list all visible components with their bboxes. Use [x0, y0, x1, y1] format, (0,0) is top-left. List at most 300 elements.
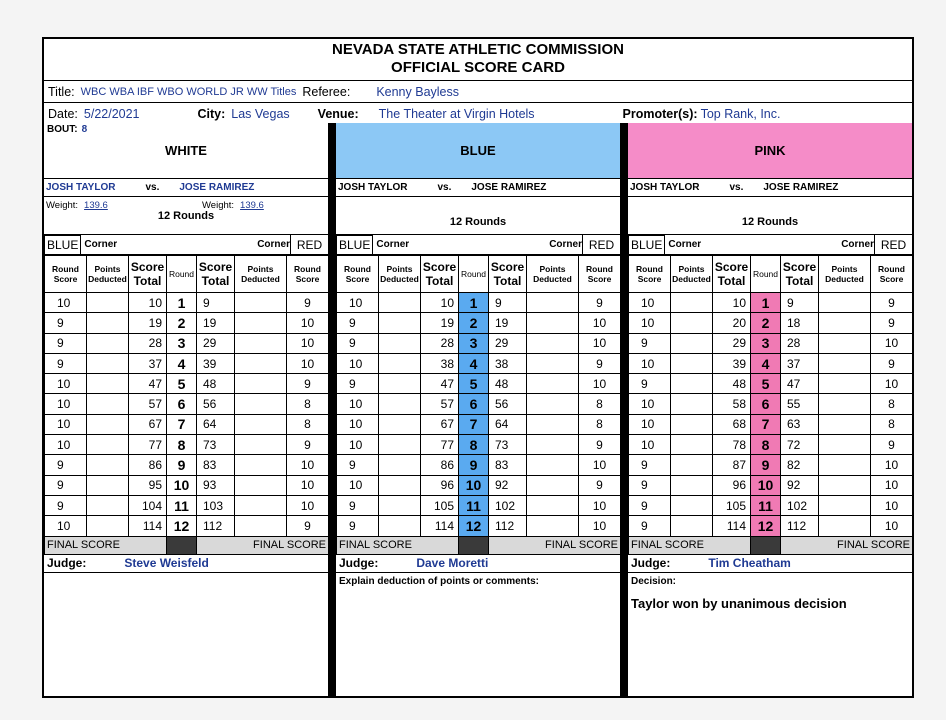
- panel-color-name: WHITE: [165, 143, 207, 158]
- score-cell: [379, 435, 421, 455]
- table-header: [45, 256, 329, 293]
- total-word: Total: [717, 274, 746, 288]
- score-cell: [87, 455, 129, 475]
- score-cell: [527, 353, 579, 373]
- score-cell: 29: [197, 333, 235, 353]
- table-row: [337, 475, 621, 495]
- city-label: City:: [197, 106, 226, 121]
- score-cell: 8: [579, 394, 621, 414]
- score-cell: 12: [167, 516, 197, 536]
- score-cell: 55: [781, 394, 819, 414]
- col-points-deducted-red: Points Deducted: [235, 256, 287, 293]
- table-row: [337, 333, 621, 353]
- table-row: [629, 394, 913, 414]
- total-word: Total: [785, 274, 814, 288]
- score-cell: 19: [421, 313, 459, 333]
- score-cell: 29: [713, 333, 751, 353]
- score-cell: [527, 333, 579, 353]
- final-score-spacer: [459, 536, 489, 554]
- table-row: [629, 414, 913, 434]
- weight-label: Weight:: [46, 200, 79, 211]
- total-word: Total: [133, 274, 162, 288]
- score-cell: [819, 394, 871, 414]
- score-cell: 67: [129, 414, 167, 434]
- score-cell: 10: [45, 394, 87, 414]
- score-cell: 73: [489, 435, 527, 455]
- score-cell: 9: [629, 495, 671, 515]
- score-cell: 103: [197, 495, 235, 515]
- score-cell: [671, 455, 713, 475]
- score-cell: 2: [167, 313, 197, 333]
- score-cell: 86: [129, 455, 167, 475]
- table-row: [45, 414, 329, 434]
- score-cell: 5: [459, 374, 489, 394]
- score-cell: 64: [489, 414, 527, 434]
- col-points-deducted: Points Deducted: [87, 256, 129, 293]
- table-row: [337, 414, 621, 434]
- bout-label-text: BOUT:: [47, 124, 78, 135]
- score-cell: 10: [629, 353, 671, 373]
- score-cell: [235, 495, 287, 515]
- promoter-value: Top Rank, Inc.: [700, 106, 781, 121]
- blue-corner-label: BLUE: [44, 235, 81, 255]
- score-cell: 1: [167, 293, 197, 313]
- score-cell: 10: [45, 516, 87, 536]
- judge-panel-2: [336, 123, 620, 696]
- score-cell: 9: [629, 475, 671, 495]
- table-row: [629, 353, 913, 373]
- score-cell: [527, 495, 579, 515]
- score-cell: 10: [421, 293, 459, 313]
- score-cell: 12: [751, 516, 781, 536]
- table-row: [45, 475, 329, 495]
- score-cell: [235, 293, 287, 313]
- rounds-label: 12 Rounds: [157, 210, 215, 222]
- score-cell: 1: [459, 293, 489, 313]
- score-cell: 10: [871, 455, 913, 475]
- score-cell: 77: [129, 435, 167, 455]
- score-cell: 38: [421, 353, 459, 373]
- score-cell: [87, 333, 129, 353]
- score-cell: 9: [337, 374, 379, 394]
- weight-label: Weight:: [202, 200, 235, 211]
- score-cell: 9: [871, 293, 913, 313]
- table-row: [337, 293, 621, 313]
- score-cell: [87, 475, 129, 495]
- score-cell: 10: [871, 516, 913, 536]
- table-row: [45, 333, 329, 353]
- judge-panels: [44, 123, 912, 696]
- table-row: [629, 455, 913, 475]
- judge-name: Dave Moretti: [416, 556, 489, 571]
- score-cell: 102: [489, 495, 527, 515]
- score-cell: 57: [421, 394, 459, 414]
- rounds-label: 12 Rounds: [449, 216, 507, 228]
- score-cell: [235, 455, 287, 475]
- score-cell: [379, 455, 421, 475]
- score-cell: [379, 313, 421, 333]
- score-cell: 39: [713, 353, 751, 373]
- score-cell: 56: [197, 394, 235, 414]
- col-round-score: Round Score: [629, 256, 671, 293]
- score-cell: [819, 455, 871, 475]
- score-cell: 1: [751, 293, 781, 313]
- score-cell: [819, 414, 871, 434]
- score-cell: 9: [45, 353, 87, 373]
- score-cell: 8: [579, 414, 621, 434]
- score-cell: 10: [579, 333, 621, 353]
- score-cell: [379, 374, 421, 394]
- score-cell: 19: [197, 313, 235, 333]
- score-cell: 9: [579, 475, 621, 495]
- score-cell: 5: [167, 374, 197, 394]
- score-cell: 96: [713, 475, 751, 495]
- score-cell: 114: [129, 516, 167, 536]
- score-cell: 83: [489, 455, 527, 475]
- score-cell: 47: [781, 374, 819, 394]
- fighter-blue: JOSH TAYLOR: [46, 182, 116, 193]
- vs-label: vs.: [729, 182, 744, 193]
- score-cell: [235, 313, 287, 333]
- red-corner-label: RED: [874, 235, 912, 255]
- score-cell: 11: [751, 495, 781, 515]
- score-cell: 9: [751, 455, 781, 475]
- score-cell: 105: [713, 495, 751, 515]
- score-cell: [819, 435, 871, 455]
- table-header: [629, 256, 913, 293]
- score-table: [44, 255, 329, 555]
- score-cell: [235, 435, 287, 455]
- table-row: [337, 313, 621, 333]
- col-round-score: Round Score: [337, 256, 379, 293]
- panel-title: [44, 123, 328, 179]
- score-cell: 29: [489, 333, 527, 353]
- score-cell: [527, 313, 579, 333]
- score-cell: 10: [629, 435, 671, 455]
- final-score-row: [45, 536, 329, 554]
- score-word: Score: [198, 260, 233, 274]
- score-cell: 28: [781, 333, 819, 353]
- score-cell: 9: [337, 313, 379, 333]
- score-cell: [671, 435, 713, 455]
- score-cell: 47: [421, 374, 459, 394]
- score-cell: [527, 293, 579, 313]
- score-cell: 77: [421, 435, 459, 455]
- score-cell: 9: [629, 374, 671, 394]
- score-cell: 9: [337, 455, 379, 475]
- col-score-total-red: [197, 256, 235, 293]
- score-cell: 4: [459, 353, 489, 373]
- score-cell: 114: [713, 516, 751, 536]
- rounds-label: 12 Rounds: [741, 216, 799, 228]
- vs-label: vs.: [437, 182, 452, 193]
- score-cell: 10: [579, 495, 621, 515]
- score-cell: 68: [713, 414, 751, 434]
- score-cell: [671, 313, 713, 333]
- judge-name: Tim Cheatham: [708, 556, 791, 571]
- score-cell: [379, 353, 421, 373]
- fighter-blue: JOSH TAYLOR: [630, 182, 700, 193]
- score-cell: 10: [579, 374, 621, 394]
- score-cell: [527, 455, 579, 475]
- score-cell: 96: [421, 475, 459, 495]
- score-cell: [819, 333, 871, 353]
- title-label: Title:: [48, 84, 75, 99]
- score-cell: 10: [629, 414, 671, 434]
- corner-label-left: Corner: [668, 239, 702, 250]
- corner-label-right: Corner: [841, 239, 874, 250]
- score-cell: 10: [45, 374, 87, 394]
- score-cell: [671, 414, 713, 434]
- score-cell: 10: [287, 475, 329, 495]
- red-corner-label: RED: [582, 235, 620, 255]
- score-cell: 6: [167, 394, 197, 414]
- col-score-total-red: [489, 256, 527, 293]
- date-value: 5/22/2021: [83, 106, 140, 121]
- score-cell: [671, 353, 713, 373]
- score-cell: 10: [579, 516, 621, 536]
- panel-title: [628, 123, 912, 179]
- score-cell: 58: [713, 394, 751, 414]
- score-cell: [87, 495, 129, 515]
- score-cell: 114: [421, 516, 459, 536]
- score-cell: 10: [751, 475, 781, 495]
- score-cell: [379, 293, 421, 313]
- score-cell: 9: [197, 293, 235, 313]
- score-cell: [671, 495, 713, 515]
- final-score-spacer: [751, 536, 781, 554]
- score-cell: [379, 414, 421, 434]
- col-points-deducted: Points Deducted: [379, 256, 421, 293]
- score-word: Score: [422, 260, 457, 274]
- table-row: [45, 516, 329, 536]
- score-cell: 83: [197, 455, 235, 475]
- score-cell: 2: [751, 313, 781, 333]
- score-cell: [819, 293, 871, 313]
- score-cell: 9: [459, 455, 489, 475]
- score-cell: 10: [167, 475, 197, 495]
- score-cell: 112: [489, 516, 527, 536]
- score-cell: 8: [871, 414, 913, 434]
- panel-title: [336, 123, 620, 179]
- card-title: OFFICIAL SCORE CARD: [391, 59, 565, 76]
- judge-panel-3: [628, 123, 912, 696]
- fighter-red: JOSE RAMIREZ: [763, 182, 839, 193]
- score-cell: 10: [45, 414, 87, 434]
- score-cell: 9: [45, 313, 87, 333]
- score-cell: 9: [337, 495, 379, 515]
- table-row: [45, 353, 329, 373]
- score-cell: 39: [197, 353, 235, 373]
- col-round-score: Round Score: [45, 256, 87, 293]
- score-cell: 9: [781, 293, 819, 313]
- col-score-total: [713, 256, 751, 293]
- blue-corner-label: BLUE: [336, 235, 373, 255]
- org-name: NEVADA STATE ATHLETIC COMMISSION: [332, 41, 624, 58]
- fighters-row: [628, 179, 912, 197]
- table-row: [45, 313, 329, 333]
- score-cell: 10: [287, 455, 329, 475]
- score-cell: 10: [45, 435, 87, 455]
- score-cell: 9: [629, 516, 671, 536]
- score-card: [42, 37, 914, 698]
- weight-rounds-row: [44, 197, 328, 235]
- score-cell: 92: [489, 475, 527, 495]
- score-cell: 112: [197, 516, 235, 536]
- fighter-red: JOSE RAMIREZ: [471, 182, 547, 193]
- score-cell: [379, 516, 421, 536]
- fighters-row: [336, 179, 620, 197]
- score-word: Score: [714, 260, 749, 274]
- promoter-label: Promoter(s):: [622, 106, 698, 121]
- panel-separator: [620, 123, 628, 696]
- score-cell: [671, 394, 713, 414]
- table-row: [45, 435, 329, 455]
- score-cell: 9: [337, 516, 379, 536]
- score-cell: 92: [781, 475, 819, 495]
- score-cell: [87, 313, 129, 333]
- score-cell: 9: [45, 333, 87, 353]
- table-row: [337, 516, 621, 536]
- title-referee-row: [44, 81, 912, 103]
- score-cell: 10: [871, 333, 913, 353]
- judge-row: [44, 555, 328, 573]
- score-word: Score: [130, 260, 165, 274]
- score-cell: 7: [459, 414, 489, 434]
- score-cell: 10: [337, 293, 379, 313]
- score-cell: 20: [713, 313, 751, 333]
- score-cell: [87, 414, 129, 434]
- score-cell: 9: [287, 516, 329, 536]
- score-cell: 10: [129, 293, 167, 313]
- score-cell: 10: [871, 475, 913, 495]
- score-cell: 10: [871, 495, 913, 515]
- city-value: Las Vegas: [231, 106, 290, 121]
- table-row: [45, 293, 329, 313]
- score-word: Score: [782, 260, 817, 274]
- score-cell: 10: [337, 475, 379, 495]
- score-cell: 78: [713, 435, 751, 455]
- total-word: Total: [425, 274, 454, 288]
- col-round-score-red: Round Score: [287, 256, 329, 293]
- col-round: Round: [459, 256, 489, 293]
- score-cell: 10: [579, 455, 621, 475]
- score-cell: 8: [167, 435, 197, 455]
- col-round: Round: [751, 256, 781, 293]
- score-cell: 104: [129, 495, 167, 515]
- table-row: [629, 475, 913, 495]
- score-cell: 9: [45, 495, 87, 515]
- score-cell: [819, 516, 871, 536]
- score-cell: 7: [751, 414, 781, 434]
- score-cell: [235, 353, 287, 373]
- score-cell: 10: [629, 293, 671, 313]
- judge-name: Steve Weisfeld: [124, 556, 209, 571]
- score-cell: 7: [167, 414, 197, 434]
- score-cell: 3: [459, 333, 489, 353]
- score-cell: [671, 293, 713, 313]
- score-cell: 57: [129, 394, 167, 414]
- score-cell: [235, 394, 287, 414]
- table-row: [629, 435, 913, 455]
- table-row: [45, 374, 329, 394]
- score-cell: 8: [871, 394, 913, 414]
- score-cell: [379, 495, 421, 515]
- score-cell: 10: [713, 293, 751, 313]
- score-cell: 102: [781, 495, 819, 515]
- score-cell: [671, 516, 713, 536]
- table-row: [337, 435, 621, 455]
- corner-row: [628, 235, 912, 255]
- red-corner-label: RED: [290, 235, 328, 255]
- score-cell: [671, 333, 713, 353]
- score-cell: 87: [713, 455, 751, 475]
- score-cell: 6: [459, 394, 489, 414]
- score-cell: 9: [167, 455, 197, 475]
- score-cell: 67: [421, 414, 459, 434]
- table-row: [629, 374, 913, 394]
- score-cell: 12: [459, 516, 489, 536]
- score-cell: 9: [287, 293, 329, 313]
- score-cell: [379, 333, 421, 353]
- score-cell: 5: [751, 374, 781, 394]
- score-cell: [527, 394, 579, 414]
- score-table: [336, 255, 621, 555]
- weight-rounds-row: [336, 197, 620, 235]
- score-cell: 9: [871, 313, 913, 333]
- final-score-blue: FINAL SCORE: [45, 536, 167, 554]
- col-round: Round: [167, 256, 197, 293]
- corner-label-right: Corner: [549, 239, 582, 250]
- score-cell: 10: [871, 374, 913, 394]
- score-table: [628, 255, 913, 555]
- score-cell: 10: [287, 313, 329, 333]
- table-row: [629, 313, 913, 333]
- score-cell: 9: [45, 455, 87, 475]
- table-row: [337, 374, 621, 394]
- score-cell: [819, 475, 871, 495]
- score-cell: [87, 435, 129, 455]
- score-cell: 10: [459, 475, 489, 495]
- table-row: [337, 495, 621, 515]
- col-points-deducted: Points Deducted: [671, 256, 713, 293]
- score-cell: [379, 475, 421, 495]
- score-cell: 9: [871, 353, 913, 373]
- score-cell: 9: [579, 353, 621, 373]
- score-cell: [379, 394, 421, 414]
- col-points-deducted-red: Points Deducted: [527, 256, 579, 293]
- score-cell: [671, 374, 713, 394]
- referee-label: Referee:: [302, 84, 351, 99]
- score-cell: 9: [871, 435, 913, 455]
- fighters-row: [44, 179, 328, 197]
- score-cell: 3: [167, 333, 197, 353]
- venue-label: Venue:: [317, 106, 359, 121]
- total-word: Total: [493, 274, 522, 288]
- final-score-row: [629, 536, 913, 554]
- panel-note: Decision:: [631, 575, 677, 587]
- table-row: [629, 516, 913, 536]
- vs-label: vs.: [145, 182, 160, 193]
- score-cell: [87, 394, 129, 414]
- title-value: WBC WBA IBF WBO WORLD JR WW Titles: [80, 85, 297, 98]
- score-cell: 19: [489, 313, 527, 333]
- table-row: [45, 455, 329, 475]
- table-row: [45, 495, 329, 515]
- score-cell: 37: [781, 353, 819, 373]
- weight-rounds-row: [628, 197, 912, 235]
- score-cell: 10: [287, 495, 329, 515]
